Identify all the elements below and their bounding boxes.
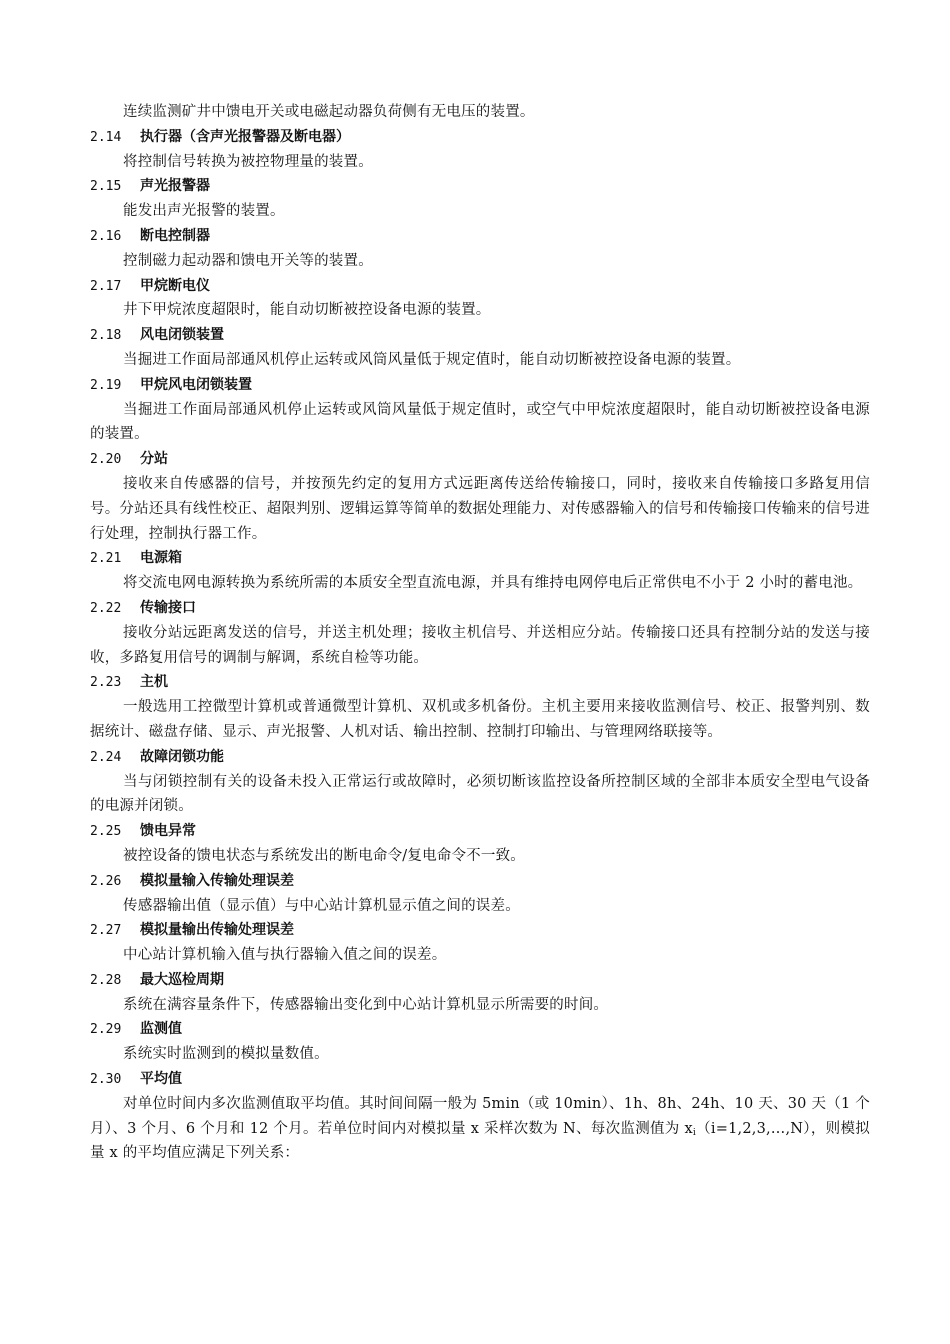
section-body: 井下甲烷浓度超限时，能自动切断被控设备电源的装置。 bbox=[123, 302, 491, 319]
section-2-14 bbox=[90, 125, 870, 175]
section-number: 2.18 bbox=[90, 328, 122, 344]
section-title: 故障闭锁功能 bbox=[140, 748, 224, 765]
section-2-24 bbox=[90, 745, 870, 819]
section-number: 2.30 bbox=[90, 1072, 122, 1088]
section-title: 执行器（含声光报警器及断电器） bbox=[140, 128, 350, 145]
section-body: 被控设备的馈电状态与系统发出的断电命令/复电命令不一致。 bbox=[123, 847, 525, 864]
section-number: 2.19 bbox=[90, 377, 122, 393]
section-2-18 bbox=[90, 323, 870, 373]
section-heading bbox=[90, 968, 870, 993]
section-body: 系统实时监测到的模拟量数值。 bbox=[123, 1046, 329, 1063]
section-number: 2.25 bbox=[90, 824, 122, 840]
section-heading bbox=[90, 1017, 870, 1042]
section-heading bbox=[90, 125, 870, 150]
section-heading bbox=[90, 274, 870, 299]
section-heading bbox=[90, 670, 870, 695]
section-number: 2.23 bbox=[90, 675, 122, 691]
section-body: 系统在满容量条件下，传感器输出变化到中心站计算机显示所需要的时间。 bbox=[123, 996, 609, 1013]
intro-paragraph: 连续监测矿井中馈电开关或电磁起动器负荷侧有无电压的装置。 bbox=[123, 104, 535, 120]
section-body: 当掘进工作面局部通风机停止运转或风筒风量低于规定值时，能自动切断被控设备电源的装置。 bbox=[123, 351, 741, 368]
section-number: 2.27 bbox=[90, 923, 122, 939]
section-heading bbox=[90, 745, 870, 770]
section-2-20 bbox=[90, 447, 870, 546]
section-title: 甲烷断电仪 bbox=[140, 277, 210, 294]
section-number: 2.22 bbox=[90, 600, 122, 616]
section-title: 风电闭锁装置 bbox=[140, 327, 224, 344]
section-number: 2.28 bbox=[90, 972, 122, 988]
section-title: 分站 bbox=[140, 451, 168, 468]
section-2-29 bbox=[90, 1017, 870, 1067]
section-title: 声光报警器 bbox=[140, 178, 210, 195]
section-heading bbox=[90, 447, 870, 472]
section-2-25 bbox=[90, 819, 870, 869]
body-text-after: （i=1,2,3,…,N），则模拟量 x 的平均值应满足下列关系： bbox=[90, 1120, 870, 1162]
section-number: 2.16 bbox=[90, 228, 122, 244]
section-body: 传感器输出值（显示值）与中心站计算机显示值之间的误差。 bbox=[123, 897, 520, 914]
section-title: 主机 bbox=[140, 674, 168, 691]
section-heading bbox=[90, 373, 870, 398]
section-title: 馈电异常 bbox=[140, 823, 196, 840]
section-number: 2.29 bbox=[90, 1022, 122, 1038]
section-body: 一般选用工控微型计算机或普通微型计算机、双机或多机备份。主机主要用来接收监测信号、校正、报警判别、数据统计、磁盘存储、显示、声光报警、人机对话、输出控制、控制打印输出、与管理网络联接等。 bbox=[90, 699, 870, 740]
section-number: 2.15 bbox=[90, 179, 122, 195]
section-title: 模拟量输出传输处理误差 bbox=[140, 922, 294, 939]
section-number: 2.21 bbox=[90, 551, 122, 567]
section-heading bbox=[90, 869, 870, 894]
section-number: 2.14 bbox=[90, 129, 122, 145]
body-text-before: 对单位时间内多次监测值取平均值。其时间间隔一般为 5min（或 10min）、1h、8h、24h、10 天、30 天（1 个月）、3 个月、6 个月和 12 个月。若单位时间内对模拟量 x 采样次数为 N、每次监测值为 x bbox=[90, 1095, 870, 1137]
section-body: 当掘进工作面局部通风机停止运转或风筒风量低于规定值时，或空气中甲烷浓度超限时，能自动切断被控设备电源的装置。 bbox=[90, 401, 870, 443]
section-2-19 bbox=[90, 373, 870, 447]
section-title: 平均值 bbox=[140, 1071, 182, 1088]
section-body: 将控制信号转换为被控物理量的装置。 bbox=[123, 153, 373, 170]
section-title: 监测值 bbox=[140, 1021, 182, 1038]
section-2-28 bbox=[90, 968, 870, 1018]
section-number: 2.24 bbox=[90, 749, 122, 765]
section-title: 最大巡检周期 bbox=[140, 971, 224, 988]
section-body: 能发出声光报警的装置。 bbox=[123, 203, 285, 220]
section-number: 2.17 bbox=[90, 278, 122, 294]
section-body: 当与闭锁控制有关的设备未投入正常运行或故障时，必须切断该监控设备所控制区域的全部非本质安全型电气设备的电源并闭锁。 bbox=[90, 773, 870, 815]
section-2-23 bbox=[90, 670, 870, 744]
section-body bbox=[90, 1092, 870, 1166]
section-heading bbox=[90, 546, 870, 571]
section-2-30 bbox=[90, 1067, 870, 1166]
section-body: 中心站计算机输入值与执行器输入值之间的误差。 bbox=[123, 947, 447, 964]
section-heading bbox=[90, 918, 870, 943]
section-heading bbox=[90, 174, 870, 199]
section-heading bbox=[90, 323, 870, 348]
section-2-16 bbox=[90, 224, 870, 274]
document-page bbox=[90, 100, 870, 1166]
section-heading bbox=[90, 224, 870, 249]
sections-list bbox=[90, 125, 870, 1067]
section-heading bbox=[90, 1067, 870, 1092]
section-number: 2.26 bbox=[90, 873, 122, 889]
section-body: 将交流电网电源转换为系统所需的本质安全型直流电源，并具有维持电网停电后正常供电不小于 2 小时的蓄电池。 bbox=[123, 575, 863, 592]
section-title: 甲烷风电闭锁装置 bbox=[140, 376, 252, 393]
section-title: 电源箱 bbox=[140, 550, 182, 567]
section-title: 模拟量输入传输处理误差 bbox=[140, 872, 294, 889]
section-2-27 bbox=[90, 918, 870, 968]
section-number: 2.20 bbox=[90, 452, 122, 468]
section-heading bbox=[90, 819, 870, 844]
section-body: 控制磁力起动器和馈电开关等的装置。 bbox=[123, 252, 373, 269]
section-title: 传输接口 bbox=[140, 599, 196, 616]
section-2-17 bbox=[90, 274, 870, 324]
section-2-21 bbox=[90, 546, 870, 596]
section-body: 接收来自传感器的信号，并按预先约定的复用方式远距离传送给传输接口，同时，接收来自传输接口多路复用信号。分站还具有线性校正、超限判别、逻辑运算等简单的数据处理能力、对传感器输入的信号和传输接口传输来的信号进行处理，控制执行器工作。 bbox=[90, 475, 870, 542]
section-2-15 bbox=[90, 174, 870, 224]
section-2-22 bbox=[90, 596, 870, 670]
subscript-i: i bbox=[692, 1127, 696, 1138]
section-title: 断电控制器 bbox=[140, 227, 210, 244]
section-body: 接收分站远距离发送的信号，并送主机处理；接收主机信号、并送相应分站。传输接口还具有控制分站的发送与接收，多路复用信号的调制与解调，系统自检等功能。 bbox=[90, 624, 870, 666]
section-2-26 bbox=[90, 869, 870, 919]
section-heading bbox=[90, 596, 870, 621]
